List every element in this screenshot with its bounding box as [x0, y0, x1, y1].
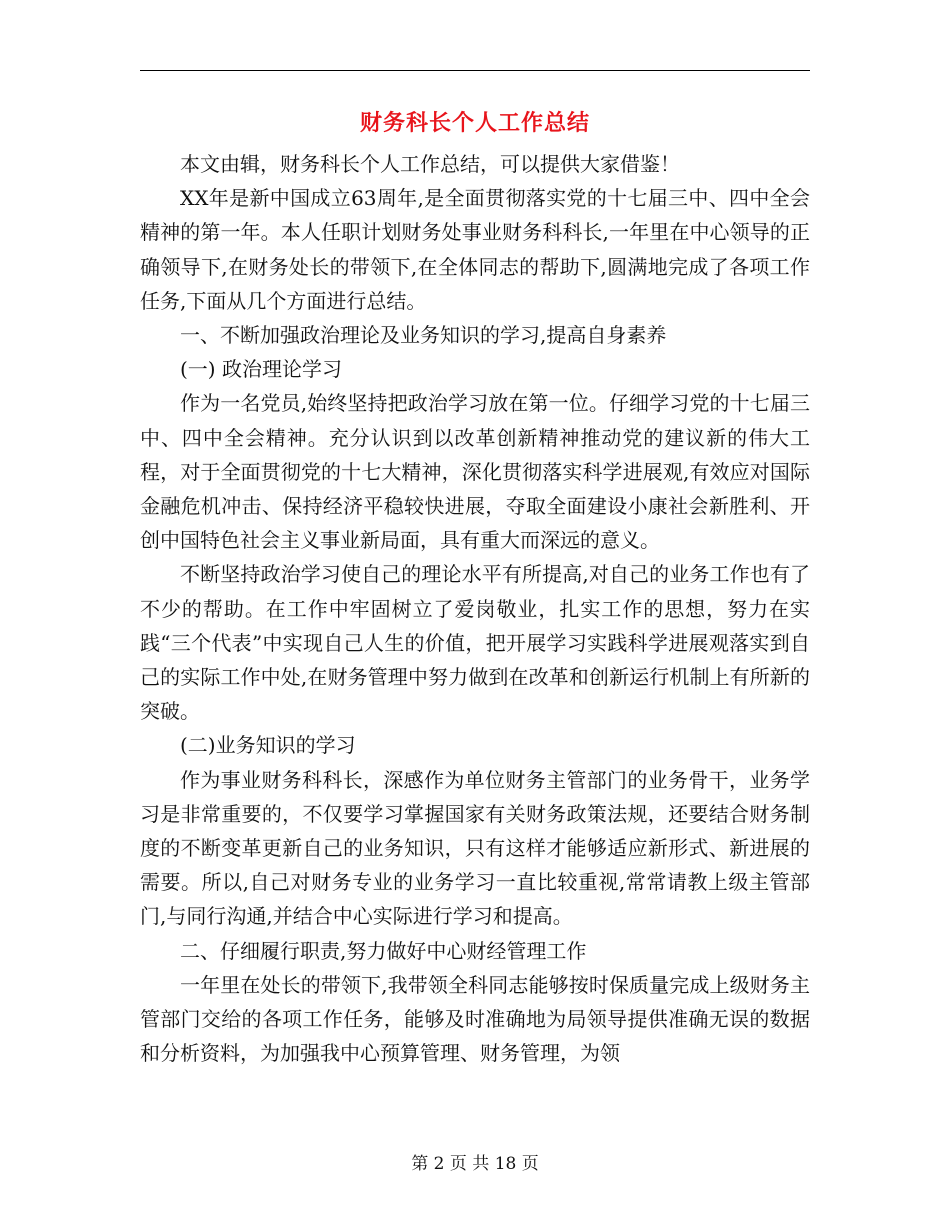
paragraph-study-benefit: 不断坚持政治学习使自己的理论水平有所提高,对自己的业务工作也有了不少的帮助。在工作中牢固树立了爱岗敬业，扎实工作的思想，努力在实践“三个代表”中实现自己人生的价值，把开展学习实践科学进展观落实到自己的实际工作中处,在财务管理中努力做到在改革和创新运行机制上有所新的突破。	[140, 562, 810, 724]
section-heading-1: 一、不断加强政治理论及业务知识的学习,提高自身素养	[180, 323, 667, 348]
document-title: 财务科长个人工作总结	[359, 111, 590, 136]
page-number-footer: 第 2 页 共 18 页	[411, 1154, 539, 1174]
section-heading-2: 二、仔细履行职责,努力做好中心财经管理工作	[180, 938, 587, 963]
paragraph-overview: XX年是新中国成立63周年,是全面贯彻落实党的十七届三中、四中全会精神的第一年。本人任职计划财务处事业财务科科长,一年里在中心领导的正确领导下,在财务处长的带领下,在全体同志的帮助下,圆满地完成了各项工作任务,下面从几个方面进行总结。	[140, 186, 810, 313]
paragraph-duties: 一年里在处长的带领下,我带领全科同志能够按时保质量完成上级财务主管部门交给的各项工作任务，能够及时准确地为局领导提供准确无误的数据和分析资料，为加强我中心预算管理、财务管理，为领	[140, 972, 810, 1066]
paragraph-political-study: 作为一名党员,始终坚持把政治学习放在第一位。仔细学习党的十七届三中、四中全会精神。充分认识到以改革创新精神推动党的建议新的伟大工程，对于全面贯彻党的十七大精神，深化贯彻落实科学进展观,有效应对国际金融危机冲击、保持经济平稳较快进展，夺取全面建设小康社会新胜利、开创中国特色社会主义事业新局面，具有重大而深远的意义。	[140, 391, 810, 553]
header-rule	[140, 70, 810, 71]
subsection-heading-1: (一) 政治理论学习	[180, 357, 342, 382]
subsection-heading-2: (二)业务知识的学习	[180, 733, 356, 758]
paragraph-business-study: 作为事业财务科科长，深感作为单位财务主管部门的业务骨干，业务学习是非常重要的，不仅要学习掌握国家有关财务政策法规，还要结合财务制度的不断变革更新自己的业务知识，只有这样才能够适应新形式、新进展的需要。所以,自己对财务专业的业务学习一直比较重视,常常请教上级主管部门,与同行沟通,并结合中心实际进行学习和提高。	[140, 767, 810, 929]
document-body	[140, 147, 810, 1070]
paragraph-intro: 本文由辑，财务科长个人工作总结，可以提供大家借鉴！	[180, 152, 680, 176]
